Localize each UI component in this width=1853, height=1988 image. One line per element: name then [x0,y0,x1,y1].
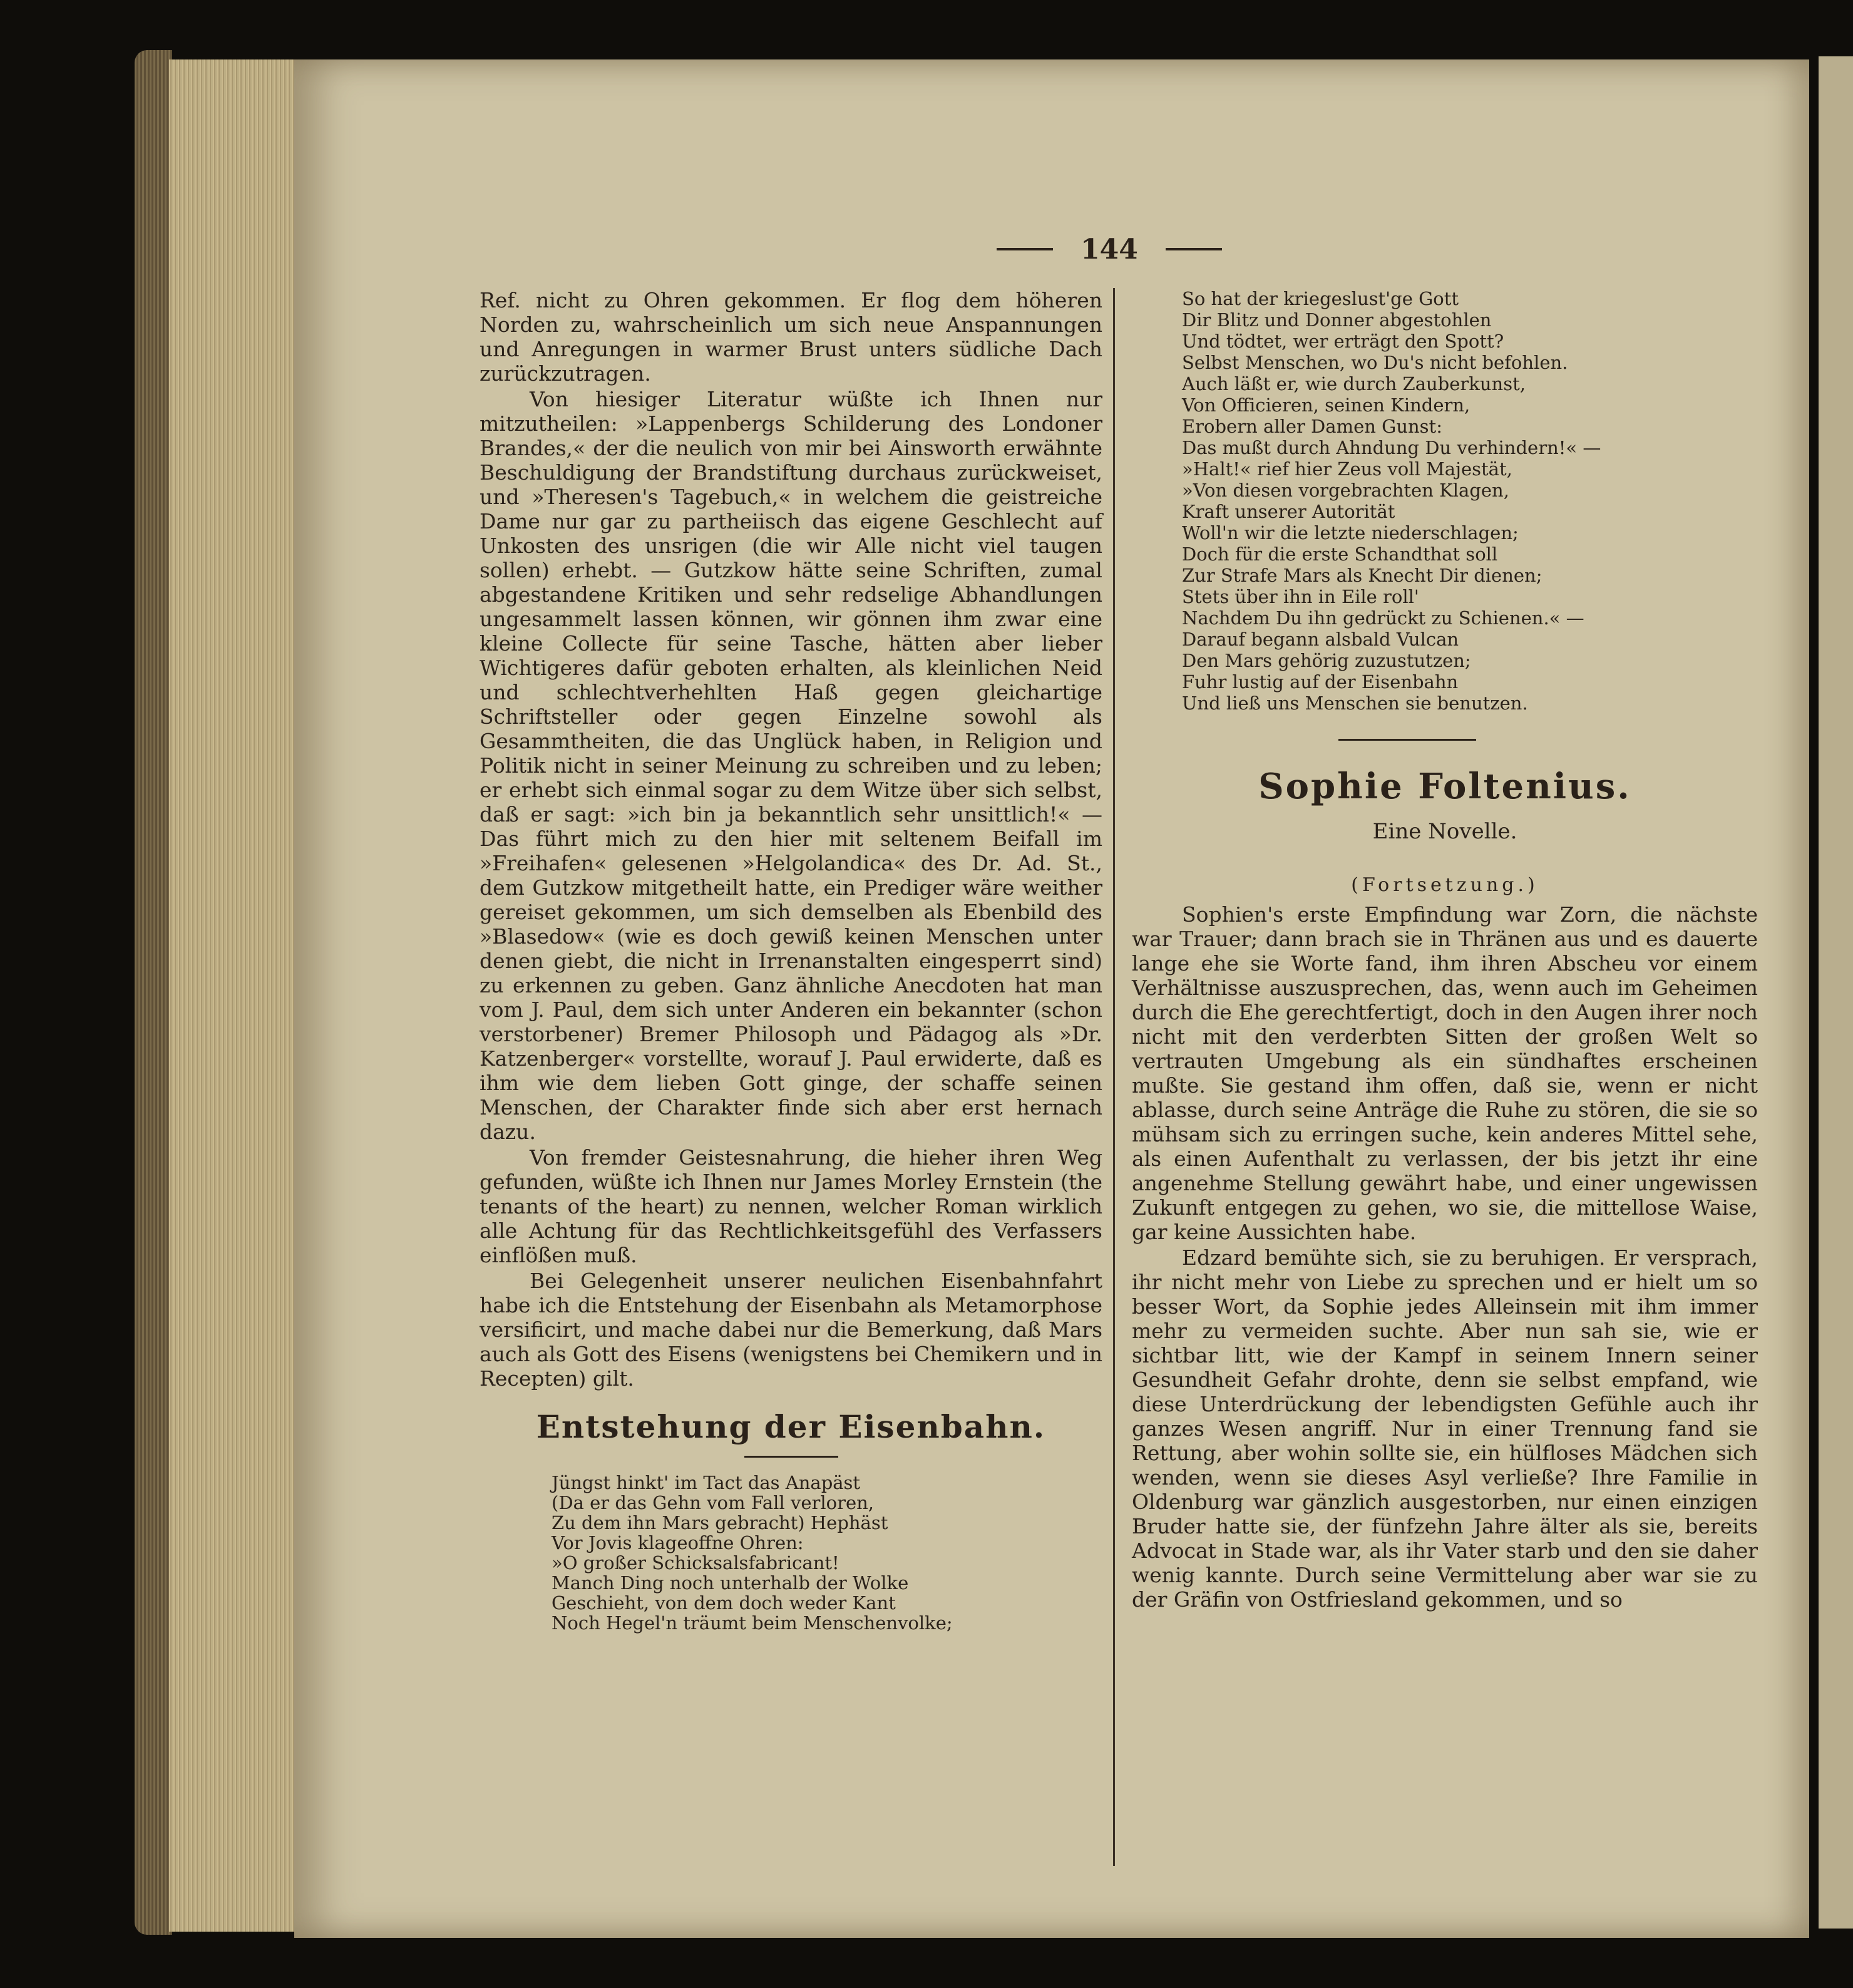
poem-line: Dir Blitz und Donner abgestohlen [1182,309,1492,331]
poem-line: Von Officieren, seinen Kindern, [1182,394,1471,416]
poem-line: Darauf begann alsbald Vulcan [1182,629,1459,650]
story-paragraph: Edzard bemühte sich, sie zu beruhigen. Er versprach, ihr nicht mehr von Liebe zu sprechen und er hielt um so besser Wort, da Sophie jedes Alleinsein mit ihm immer mehr zu vermeiden suchte. Aber nun sah sie, wie er sichtbar litt, wie der Kampf in seinem Innern seiner Gesundheit Gefahr drohte, denn sie selbst empfand, wie diese Unterdrückung der lebendigsten Gefühle auch ihr ganzes Wesen angriff. Nur in einer Trennung fand sie Rettung, aber wohin sollte sie, ein hülfloses Mädchen sich wenden, wenn sie dieses Asyl verließe? Ihre Familie in Oldenburg war gänzlich ausgestorben, nur einen einzigen Bruder hatte sie, der fünfzehn Jahre älter als sie, bereits Advocat in Stade war, als ihr Vater starb und den sie daher wenig kannte. Durch seine Vermittelung aber war sie zu der Gräfin von Ostfriesland gekommen, und so [1132,1245,1758,1612]
poem-continuation [1132,288,1758,714]
poem-line: »Halt!« rief hier Zeus voll Majestät, [1182,458,1512,480]
left-paragraph: Ref. nicht zu Ohren gekommen. Er flog dem höheren Norden zu, wahrscheinlich um sich neue Anspannungen und Anregungen in warmer Brust unters südliche Dach zurückzutragen. [480,288,1102,386]
poem-line: Noch Hegel'n träumt beim Menschenvolke; [552,1612,953,1634]
page-number: 144 [1080,233,1138,265]
poem-line: Kraft unserer Autorität [1182,501,1395,522]
poem-line: Zu dem ihn Mars gebracht) Hephäst [552,1512,888,1533]
poem-line: Woll'n wir die letzte niederschlagen; [1182,522,1519,543]
column-divider [1113,288,1115,1866]
header-rule-right [1166,248,1222,250]
poem-line: »Von diesen vorgebrachten Klagen, [1182,480,1509,501]
poem [480,1473,1102,1633]
poem-line: Doch für die erste Schandthat soll [1182,543,1498,565]
poem-line: Manch Ding noch unterhalb der Wolke [552,1572,909,1594]
poem-line: Vor Jovis klageoffne Ohren: [552,1532,804,1553]
story-subtitle: Eine Novelle. [1372,819,1517,844]
poem-line: So hat der kriegeslust'ge Gott [1182,288,1459,309]
left-paragraph: Bei Gelegenheit unserer neulichen Eisenbahnfahrt habe ich die Entstehung der Eisenbahn als Metamorphose versificirt, und mache dabei nur die Bemerkung, daß Mars auch als Gott des Eisens (wenigstens bei Chemikern und in Recepten) gilt. [480,1269,1102,1391]
left-column [480,288,1102,1633]
book-spine-edge [135,50,172,1935]
page-header [997,230,1222,268]
poem-line: Fuhr lustig auf der Eisenbahn [1182,671,1459,693]
poem-line: Erobern aller Damen Gunst: [1182,416,1442,437]
poem-line: Auch läßt er, wie durch Zauberkunst, [1182,373,1526,394]
story-title: Sophie Foltenius. [1258,766,1631,807]
section-separator [1338,739,1476,741]
next-page-edge [1819,56,1853,1929]
poem-line: (Da er das Gehn vom Fall verloren, [552,1492,875,1513]
poem-line: Das mußt durch Ahndung Du verhindern!« — [1182,437,1601,458]
poem-line: Den Mars gehörig zuzustutzen; [1182,650,1471,671]
right-column [1132,288,1758,1613]
poem-line: Geschieht, von dem doch weder Kant [552,1592,896,1614]
poem-line: Selbst Menschen, wo Du's nicht befohlen. [1182,352,1568,373]
poem-line: Stets über ihn in Eile roll' [1182,586,1419,607]
poem-line: Jüngst hinkt' im Tact das Anapäst [552,1472,861,1493]
page-stack-edge [169,59,304,1932]
header-rule-left [997,248,1053,250]
poem-line: Und ließ uns Menschen sie benutzen. [1182,693,1528,714]
story-paragraph: Sophien's erste Empfindung war Zorn, die nächste war Trauer; dann brach sie in Thränen aus und es dauerte lange ehe sie Worte fand, ihm ihren Abscheu vor einem Verhältnisse auszusprechen, das, wenn auch im Geheimen durch die Ehe gerechtfertigt, doch in den Augen ihrer noch nicht mit den verderbten Sitten der großen Welt so vertrauten Umgebung als ein sündhaftes erscheinen mußte. Sie gestand ihm offen, daß sie, wenn er nicht ablasse, durch seine Anträge die Ruhe zu stören, die sie so mühsam sich zu erringen suche, kein anderes Mittel sehe, als einen Aufenthalt zu verlassen, der bis jetzt ihr eine angenehme Stellung gewährt habe, und einer ungewissen Zukunft entgegen zu gehen, wo sie, die mittellose Waise, gar keine Aussichten habe. [1132,902,1758,1244]
poem-line: Nachdem Du ihn gedrückt zu Schienen.« — [1182,607,1584,629]
poem-line: »O großer Schicksalsfabricant! [552,1552,839,1573]
continuation-note: (Fortsetzung.) [1351,874,1539,896]
poem-title-rule [744,1456,838,1458]
poem-line: Zur Strafe Mars als Knecht Dir dienen; [1182,565,1542,586]
poem-line: Und tödtet, wer erträgt den Spott? [1182,331,1504,352]
left-paragraph: Von hiesiger Literatur wüßte ich Ihnen nur mitzutheilen: »Lappenbergs Schilderung des Londoner Brandes,« der die neulich von mir bei Ainsworth erwähnte Beschuldigung der Brandstiftung durchaus zurückweiset, und »Theresen's Tagebuch,« in welchem die geistreiche Dame nur gar zu partheiisch das eigene Geschlecht auf Unkosten des unsrigen (die wir Alle nicht viel taugen sollen) erhebt. — Gutzkow hätte seine Schriften, zumal abgestandene Kritiken und sehr redselige Abhandlungen ungesammelt lassen können, wir gönnen ihm zwar eine kleine Collecte für seine Tasche, hätten aber lieber Wichtigeres dafür geboten erhalten, als kleinlichen Neid und schlechtverhehlten Haß gegen gleichartige Schriftsteller oder gegen Einzelne sowohl als Gesammtheiten, die das Unglück haben, in Religion und Politik nicht in seiner Meinung zu schreiben und zu leben; er erhebt sich einmal sogar zu dem Witze über sich selbst, daß er sagt: »ich bin ja bekanntlich sehr unsittlich!« — Das führt mich zu den hier mit seltenem Beifall im »Freihafen« gelesenen »Helgolandica« des Dr. Ad. St., dem Gutzkow mitgetheilt hatte, ein Prediger wäre weither gereiset gekommen, um sich demselben als Ebenbild des »Blasedow« (wie es doch gewiß keinen Menschen unter denen giebt, die nicht in Irrenanstalten eingesperrt sind) zu erkennen zu geben. Ganz ähnliche Anecdoten hat man vom J. Paul, dem sich unter Anderen ein bekannter (schon verstorbener) Bremer Philosoph und Pädagog als »Dr. Katzenberger« vorstellte, worauf J. Paul erwiderte, daß es ihm wie dem lieben Gott ginge, der schaffe seinen Menschen, der Charakter finde sich aber erst hernach dazu. [480,387,1102,1144]
poem-title: Entstehung der Eisenbahn. [536,1408,1046,1445]
left-paragraph: Von fremder Geistesnahrung, die hieher ihren Weg gefunden, wüßte ich Ihnen nur James Morley Ernstein (the tenants of the heart) zu nennen, welcher Roman wirklich alle Achtung für das Rechtlichkeitsgefühl des Verfassers einflößen muß. [480,1145,1102,1267]
